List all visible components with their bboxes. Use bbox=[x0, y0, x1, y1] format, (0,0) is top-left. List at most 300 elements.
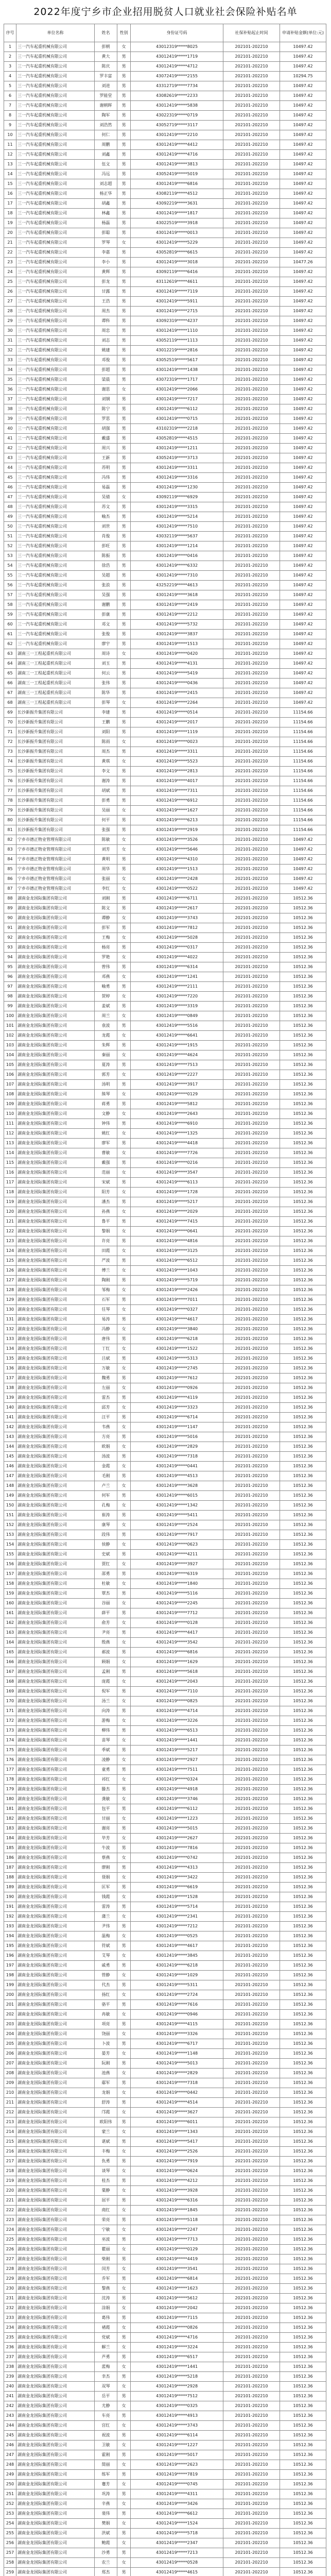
cell-index: 214 bbox=[4, 2127, 16, 2137]
cell-id-number: 43012419*****3315 bbox=[131, 502, 223, 512]
cell-index: 49 bbox=[4, 512, 16, 522]
cell-index: 16 bbox=[4, 189, 16, 199]
cell-company: 湖南金龙国际集团有限公司 bbox=[16, 1266, 95, 1276]
cell-period: 202101-202210 bbox=[223, 767, 280, 776]
cell-id-number: 43012419*****5812 bbox=[131, 1099, 223, 1109]
cell-index: 7 bbox=[4, 101, 16, 111]
cell-id-number: 43012419*****1110 bbox=[131, 326, 223, 336]
cell-company: 长沙新振升集团有限公司 bbox=[16, 776, 95, 786]
cell-id-number: 43012419*****3226 bbox=[131, 1716, 223, 1726]
cell-name: 黄琪 bbox=[95, 757, 117, 767]
cell-gender: 男 bbox=[117, 1922, 131, 1931]
cell-index: 44 bbox=[4, 463, 16, 473]
cell-index: 140 bbox=[4, 1403, 16, 1413]
cell-amount: 10512.36 bbox=[280, 2548, 326, 2558]
cell-id-number: 43012419*****5411 bbox=[131, 1511, 223, 1520]
cell-company: 长沙新振升集团有限公司 bbox=[16, 757, 95, 767]
cell-company: 湖南金龙国际集团有限公司 bbox=[16, 2470, 95, 2480]
table-row bbox=[4, 1892, 326, 1902]
cell-period: 202101-202210 bbox=[223, 199, 280, 209]
cell-company: 三一汽车起重机械有限公司 bbox=[16, 493, 95, 502]
table-row bbox=[4, 747, 326, 757]
cell-name: 严波 bbox=[95, 1256, 117, 1266]
cell-period: 202101-202210 bbox=[223, 2568, 280, 2576]
cell-index: 154 bbox=[4, 1540, 16, 1550]
cell-company: 湖南金龙国际集团有限公司 bbox=[16, 1119, 95, 1129]
cell-amount: 10512.36 bbox=[280, 1109, 326, 1119]
table-row bbox=[4, 718, 326, 727]
cell-gender: 男 bbox=[117, 571, 131, 581]
cell-company: 三一汽车起重机械有限公司 bbox=[16, 620, 95, 630]
table-row bbox=[4, 395, 326, 404]
cell-name: 陈宁 bbox=[95, 404, 117, 414]
cell-company: 湖南金龙国际集团有限公司 bbox=[16, 2343, 95, 2352]
table-row bbox=[4, 1628, 326, 1638]
cell-name: 钟伟 bbox=[95, 1119, 117, 1129]
cell-name: 崔涛 bbox=[95, 1511, 117, 1520]
table-row bbox=[4, 1168, 326, 1178]
cell-amount: 10497.42 bbox=[280, 375, 326, 385]
cell-name: 游梅 bbox=[95, 1716, 117, 1726]
cell-id-number: 43012419*****2919 bbox=[131, 825, 223, 835]
cell-gender: 男 bbox=[117, 2548, 131, 2558]
cell-gender: 男 bbox=[117, 1550, 131, 1560]
cell-gender: 男 bbox=[117, 101, 131, 111]
cell-index: 247 bbox=[4, 2450, 16, 2460]
cell-name: 谭科 bbox=[95, 316, 117, 326]
cell-company: 湖南金龙国际集团有限公司 bbox=[16, 1951, 95, 1961]
cell-id-number: 43012419*****7816 bbox=[131, 1843, 223, 1853]
cell-index: 63 bbox=[4, 649, 16, 659]
cell-gender: 男 bbox=[117, 865, 131, 874]
cell-company: 湖南金龙国际集团有限公司 bbox=[16, 1256, 95, 1266]
cell-index: 46 bbox=[4, 483, 16, 493]
table-row bbox=[4, 1442, 326, 1452]
cell-name: 幸杰 bbox=[95, 2372, 117, 2382]
cell-index: 209 bbox=[4, 2078, 16, 2088]
cell-name: 邹梅 bbox=[95, 1285, 117, 1295]
cell-index: 206 bbox=[4, 2049, 16, 2059]
cell-amount: 10512.36 bbox=[280, 1677, 326, 1687]
table-row bbox=[4, 2441, 326, 2450]
cell-name: 易磊 bbox=[95, 483, 117, 493]
cell-name: 刘志超 bbox=[95, 179, 117, 189]
table-row bbox=[4, 218, 326, 228]
cell-amount: 10512.36 bbox=[280, 1971, 326, 1980]
cell-company: 三一汽车起重机械有限公司 bbox=[16, 267, 95, 277]
cell-name: 粟静 bbox=[95, 2186, 117, 2196]
cell-name: 张丽 bbox=[95, 874, 117, 884]
cell-index: 149 bbox=[4, 1491, 16, 1501]
cell-amount: 11154.66 bbox=[280, 796, 326, 806]
cell-index: 194 bbox=[4, 1931, 16, 1941]
cell-period: 202101-202210 bbox=[223, 1442, 280, 1452]
cell-amount: 10512.36 bbox=[280, 2362, 326, 2372]
cell-company: 湖南金龙国际集团有限公司 bbox=[16, 1050, 95, 1060]
cell-id-number: 43012419*****0742 bbox=[131, 1853, 223, 1863]
table-row bbox=[4, 2538, 326, 2548]
cell-gender: 女 bbox=[117, 1070, 131, 1080]
table-row bbox=[4, 2450, 326, 2460]
cell-company: 湖南金龙国际集团有限公司 bbox=[16, 1922, 95, 1931]
cell-amount: 10497.42 bbox=[280, 845, 326, 855]
table-row bbox=[4, 1011, 326, 1021]
cell-id-number: 43012419*****7318 bbox=[131, 1452, 223, 1462]
cell-name: 瞿丽 bbox=[95, 2245, 117, 2255]
cell-period: 202101-202210 bbox=[223, 267, 280, 277]
cell-amount: 10512.36 bbox=[280, 2235, 326, 2245]
cell-period: 202101-202210 bbox=[223, 1569, 280, 1579]
cell-period: 202101-202210 bbox=[223, 1853, 280, 1863]
cell-name: 童勇 bbox=[95, 1765, 117, 1775]
cell-gender: 男 bbox=[117, 1491, 131, 1501]
cell-amount: 10512.36 bbox=[280, 992, 326, 1002]
cell-id-number: 43012419*****2245 bbox=[131, 1599, 223, 1608]
cell-index: 11 bbox=[4, 140, 16, 150]
cell-period: 202101-202210 bbox=[223, 2166, 280, 2176]
cell-name: 刘刚 bbox=[95, 894, 117, 904]
cell-id-number: 43012419*****6112 bbox=[131, 404, 223, 414]
cell-index: 175 bbox=[4, 1745, 16, 1755]
cell-id-number: 43012419*****1623 bbox=[131, 2284, 223, 2294]
cell-gender: 男 bbox=[117, 1374, 131, 1383]
cell-amount: 10512.36 bbox=[280, 1511, 326, 1520]
cell-period: 202101-202210 bbox=[223, 355, 280, 365]
table-row bbox=[4, 1501, 326, 1511]
cell-gender: 男 bbox=[117, 1471, 131, 1481]
cell-amount: 10497.42 bbox=[280, 81, 326, 91]
cell-period: 202101-202210 bbox=[223, 1550, 280, 1560]
cell-company: 湖南金龙国际集团有限公司 bbox=[16, 1178, 95, 1188]
cell-index: 15 bbox=[4, 179, 16, 189]
table-row bbox=[4, 267, 326, 277]
cell-id-number: 43012419*****6513 bbox=[131, 1726, 223, 1736]
cell-index: 95 bbox=[4, 962, 16, 972]
cell-period: 202101-202210 bbox=[223, 2450, 280, 2460]
cell-amount: 10512.36 bbox=[280, 904, 326, 913]
cell-id-number: 43012419*****0926 bbox=[131, 1383, 223, 1393]
cell-period: 202101-202210 bbox=[223, 590, 280, 600]
table-row bbox=[4, 2529, 326, 2538]
cell-gender: 女 bbox=[117, 1716, 131, 1726]
cell-amount: 10512.36 bbox=[280, 1560, 326, 1569]
cell-company: 三一汽车起重机械有限公司 bbox=[16, 326, 95, 336]
cell-gender: 男 bbox=[117, 2352, 131, 2362]
cell-period: 202101-202210 bbox=[223, 2519, 280, 2529]
cell-index: 104 bbox=[4, 1050, 16, 1060]
cell-company: 三一汽车起重机械有限公司 bbox=[16, 336, 95, 346]
cell-period: 202101-202210 bbox=[223, 923, 280, 933]
cell-gender: 女 bbox=[117, 2284, 131, 2294]
cell-period: 202101-202210 bbox=[223, 2382, 280, 2392]
cell-company: 湖南金龙国际集团有限公司 bbox=[16, 2029, 95, 2039]
cell-period: 202101-202210 bbox=[223, 1824, 280, 1834]
table-row bbox=[4, 2372, 326, 2382]
cell-gender: 女 bbox=[117, 2538, 131, 2548]
cell-period: 202101-202210 bbox=[223, 1315, 280, 1325]
table-row bbox=[4, 1462, 326, 1471]
cell-index: 243 bbox=[4, 2411, 16, 2421]
cell-company: 三一汽车起重机械有限公司 bbox=[16, 610, 95, 620]
cell-gender: 男 bbox=[117, 2313, 131, 2323]
cell-id-number: 43022519*****3918 bbox=[131, 218, 223, 228]
cell-name: 冯静 bbox=[95, 1325, 117, 1334]
cell-amount: 11154.66 bbox=[280, 718, 326, 727]
cell-period: 202101-202210 bbox=[223, 2245, 280, 2255]
cell-id-number: 43012419*****7212 bbox=[131, 1922, 223, 1931]
cell-name: 蒋勇 bbox=[95, 1099, 117, 1109]
cell-company: 湖南金龙国际集团有限公司 bbox=[16, 1794, 95, 1804]
cell-gender: 女 bbox=[117, 874, 131, 884]
cell-period: 202101-202210 bbox=[223, 140, 280, 150]
cell-amount: 10497.42 bbox=[280, 179, 326, 189]
cell-amount: 10497.42 bbox=[280, 688, 326, 698]
cell-amount: 10512.36 bbox=[280, 2509, 326, 2519]
cell-period: 202101-202210 bbox=[223, 669, 280, 679]
cell-gender: 男 bbox=[117, 2098, 131, 2108]
cell-id-number: 43022319*****0719 bbox=[131, 111, 223, 121]
cell-amount: 10512.36 bbox=[280, 2108, 326, 2117]
cell-amount: 10512.36 bbox=[280, 1814, 326, 1824]
cell-amount: 10512.36 bbox=[280, 1902, 326, 1912]
cell-id-number: 43012419*****0129 bbox=[131, 1090, 223, 1099]
cell-id-number: 43012419*****7511 bbox=[131, 1765, 223, 1775]
cell-company: 湖南金龙国际集团有限公司 bbox=[16, 2294, 95, 2303]
cell-name: 龙娟 bbox=[95, 2088, 117, 2098]
cell-id-number: 43012419*****2415 bbox=[131, 688, 223, 698]
cell-company: 湖南金龙国际集团有限公司 bbox=[16, 2108, 95, 2117]
table-row bbox=[4, 2049, 326, 2059]
table-row bbox=[4, 894, 326, 904]
cell-amount: 10512.36 bbox=[280, 2411, 326, 2421]
cell-id-number: 43012419*****5719 bbox=[131, 1276, 223, 1285]
cell-amount: 10512.36 bbox=[280, 2098, 326, 2108]
cell-name: 杨正华 bbox=[95, 189, 117, 199]
cell-name: 傅兰 bbox=[95, 1266, 117, 1276]
cell-amount: 10512.36 bbox=[280, 2480, 326, 2489]
cell-id-number: 43012419*****1214 bbox=[131, 541, 223, 551]
cell-index: 56 bbox=[4, 581, 16, 590]
cell-index: 169 bbox=[4, 1687, 16, 1697]
cell-amount: 10512.36 bbox=[280, 1364, 326, 1374]
cell-company: 湖南金龙国际集团有限公司 bbox=[16, 2078, 95, 2088]
cell-period: 202101-202210 bbox=[223, 933, 280, 943]
cell-index: 207 bbox=[4, 2059, 16, 2069]
cell-index: 237 bbox=[4, 2352, 16, 2362]
cell-company: 长沙新振升集团有限公司 bbox=[16, 796, 95, 806]
cell-id-number: 43012419*****4119 bbox=[131, 1393, 223, 1403]
cell-name: 刘玉 bbox=[95, 659, 117, 669]
cell-name: 周杰 bbox=[95, 307, 117, 316]
cell-name: 黎燕 bbox=[95, 2284, 117, 2294]
cell-name: 陈文 bbox=[95, 904, 117, 913]
table-row bbox=[4, 1980, 326, 1990]
cell-period: 202101-202210 bbox=[223, 1706, 280, 1716]
cell-name: 樊娟 bbox=[95, 2519, 117, 2529]
table-row bbox=[4, 1667, 326, 1677]
cell-id-number: 43012419*****0013 bbox=[131, 228, 223, 238]
cell-name: 曹敏 bbox=[95, 1148, 117, 1158]
cell-gender: 男 bbox=[117, 189, 131, 199]
cell-company: 湖南三一工程起重机有限公司 bbox=[16, 688, 95, 698]
cell-index: 233 bbox=[4, 2313, 16, 2323]
cell-amount: 10512.36 bbox=[280, 2489, 326, 2499]
cell-amount: 10497.42 bbox=[280, 512, 326, 522]
cell-company: 三一汽车起重机械有限公司 bbox=[16, 248, 95, 258]
cell-company: 湖南金龙国际集团有限公司 bbox=[16, 2421, 95, 2431]
cell-company: 三一汽车起重机械有限公司 bbox=[16, 600, 95, 610]
cell-company: 三一汽车起重机械有限公司 bbox=[16, 130, 95, 140]
cell-period: 202101-202210 bbox=[223, 1961, 280, 1971]
table-row bbox=[4, 81, 326, 91]
cell-amount: 10497.42 bbox=[280, 874, 326, 884]
cell-name: 梁晨 bbox=[95, 375, 117, 385]
cell-index: 173 bbox=[4, 1726, 16, 1736]
table-row bbox=[4, 228, 326, 238]
cell-amount: 10497.42 bbox=[280, 170, 326, 179]
cell-id-number: 43012419*****3422 bbox=[131, 1873, 223, 1883]
cell-id-number: 43012419*****1148 bbox=[131, 2049, 223, 2059]
cell-id-number: 43012419*****1845 bbox=[131, 2206, 223, 2215]
cell-gender: 男 bbox=[117, 639, 131, 649]
cell-name: 罗能堂 bbox=[95, 91, 117, 101]
cell-id-number: 43012419*****7917 bbox=[131, 1530, 223, 1540]
table-row bbox=[4, 2206, 326, 2215]
cell-name: 刘浩然 bbox=[95, 121, 117, 130]
cell-id-number: 43012419*****6218 bbox=[131, 1334, 223, 1344]
cell-id-number: 43012419*****7612 bbox=[131, 1374, 223, 1383]
cell-company: 湖南金龙国际集团有限公司 bbox=[16, 2352, 95, 2362]
cell-period: 202101-202210 bbox=[223, 1344, 280, 1354]
cell-id-number: 43012419*****3618 bbox=[131, 590, 223, 600]
cell-gender: 女 bbox=[117, 2264, 131, 2274]
table-row bbox=[4, 581, 326, 590]
cell-period: 202101-202210 bbox=[223, 2362, 280, 2372]
cell-amount: 10497.42 bbox=[280, 307, 326, 316]
cell-period: 202101-202210 bbox=[223, 630, 280, 639]
cell-gender: 男 bbox=[117, 1706, 131, 1716]
cell-period: 202101-202210 bbox=[223, 1883, 280, 1892]
table-row bbox=[4, 1070, 326, 1080]
cell-index: 34 bbox=[4, 365, 16, 375]
cell-amount: 10512.36 bbox=[280, 1080, 326, 1090]
cell-gender: 女 bbox=[117, 2147, 131, 2157]
cell-gender: 男 bbox=[117, 904, 131, 913]
cell-period: 202101-202210 bbox=[223, 434, 280, 444]
cell-gender: 男 bbox=[117, 2294, 131, 2303]
cell-name: 代杰 bbox=[95, 1980, 117, 1990]
table-row bbox=[4, 708, 326, 718]
cell-name: 符斌 bbox=[95, 1941, 117, 1951]
cell-id-number: 43012419*****1522 bbox=[131, 1344, 223, 1354]
cell-period: 202101-202210 bbox=[223, 238, 280, 248]
cell-name: 毛刚 bbox=[95, 1471, 117, 1481]
cell-gender: 女 bbox=[117, 2206, 131, 2215]
cell-id-number: 43012419*****6011 bbox=[131, 2117, 223, 2127]
cell-id-number: 43012419*****6314 bbox=[131, 962, 223, 972]
cell-amount: 10512.36 bbox=[280, 1246, 326, 1256]
cell-index: 25 bbox=[4, 277, 16, 287]
cell-company: 湖南金龙国际集团有限公司 bbox=[16, 1227, 95, 1236]
cell-company: 湖南金龙国际集团有限公司 bbox=[16, 2137, 95, 2147]
cell-gender: 男 bbox=[117, 2255, 131, 2264]
cell-index: 37 bbox=[4, 395, 16, 404]
cell-amount: 10497.42 bbox=[280, 160, 326, 170]
cell-index: 191 bbox=[4, 1902, 16, 1912]
cell-amount: 10512.36 bbox=[280, 1755, 326, 1765]
cell-amount: 10512.36 bbox=[280, 894, 326, 904]
cell-amount: 10512.36 bbox=[280, 1158, 326, 1168]
cell-name: 曾伟 bbox=[95, 962, 117, 972]
cell-amount: 10512.36 bbox=[280, 1785, 326, 1794]
cell-index: 222 bbox=[4, 2206, 16, 2215]
cell-gender: 男 bbox=[117, 1980, 131, 1990]
cell-company: 宁乡市德正物业管理有限公司 bbox=[16, 865, 95, 874]
cell-gender: 女 bbox=[117, 1520, 131, 1530]
cell-name: 冯远 bbox=[95, 170, 117, 179]
cell-period: 202101-202210 bbox=[223, 1393, 280, 1403]
cell-company: 湖南金龙国际集团有限公司 bbox=[16, 933, 95, 943]
cell-gender: 男 bbox=[117, 2392, 131, 2401]
cell-company: 湖南金龙国际集团有限公司 bbox=[16, 1021, 95, 1031]
cell-name: 吴丽 bbox=[95, 806, 117, 816]
cell-gender: 男 bbox=[117, 1002, 131, 1011]
cell-index: 249 bbox=[4, 2470, 16, 2480]
table-row bbox=[4, 160, 326, 170]
cell-company: 湖南金龙国际集团有限公司 bbox=[16, 1550, 95, 1560]
table-row bbox=[4, 943, 326, 953]
table-row bbox=[4, 2029, 326, 2039]
table-row bbox=[4, 2147, 326, 2157]
cell-amount: 10512.36 bbox=[280, 1050, 326, 1060]
cell-company: 三一汽车起重机械有限公司 bbox=[16, 140, 95, 150]
cell-gender: 女 bbox=[117, 1422, 131, 1432]
cell-index: 103 bbox=[4, 1041, 16, 1050]
table-row bbox=[4, 913, 326, 923]
cell-amount: 10512.36 bbox=[280, 1873, 326, 1883]
cell-id-number: 43252219*****4613 bbox=[131, 581, 223, 590]
cell-gender: 女 bbox=[117, 1344, 131, 1354]
cell-amount: 10512.36 bbox=[280, 1687, 326, 1697]
cell-name: 祝波 bbox=[95, 2431, 117, 2441]
cell-index: 32 bbox=[4, 346, 16, 355]
cell-name: 蹇芳 bbox=[95, 2480, 117, 2489]
table-row bbox=[4, 326, 326, 336]
table-row bbox=[4, 1853, 326, 1863]
cell-name: 农兰 bbox=[95, 2558, 117, 2568]
table-row bbox=[4, 1090, 326, 1099]
cell-company: 湖南金龙国际集团有限公司 bbox=[16, 2069, 95, 2078]
table-row bbox=[4, 2303, 326, 2313]
cell-company: 湖南金龙国际集团有限公司 bbox=[16, 1824, 95, 1834]
cell-gender: 男 bbox=[117, 267, 131, 277]
cell-period: 202101-202210 bbox=[223, 2225, 280, 2235]
table-row bbox=[4, 404, 326, 414]
table-row bbox=[4, 2059, 326, 2069]
cell-id-number: 43012319*****8025 bbox=[131, 42, 223, 52]
cell-period: 202101-202210 bbox=[223, 2392, 280, 2401]
cell-name: 卜波 bbox=[95, 2039, 117, 2049]
cell-id-number: 43012419*****6612 bbox=[131, 2509, 223, 2519]
cell-id-number: 43012419*****7512 bbox=[131, 2392, 223, 2401]
cell-gender: 男 bbox=[117, 355, 131, 365]
cell-name: 向涛 bbox=[95, 1706, 117, 1716]
cell-amount: 10497.42 bbox=[280, 502, 326, 512]
cell-period: 202101-202210 bbox=[223, 1579, 280, 1589]
cell-amount: 10497.42 bbox=[280, 571, 326, 581]
cell-amount: 11154.66 bbox=[280, 708, 326, 718]
cell-company: 湖南金龙国际集团有限公司 bbox=[16, 1188, 95, 1197]
